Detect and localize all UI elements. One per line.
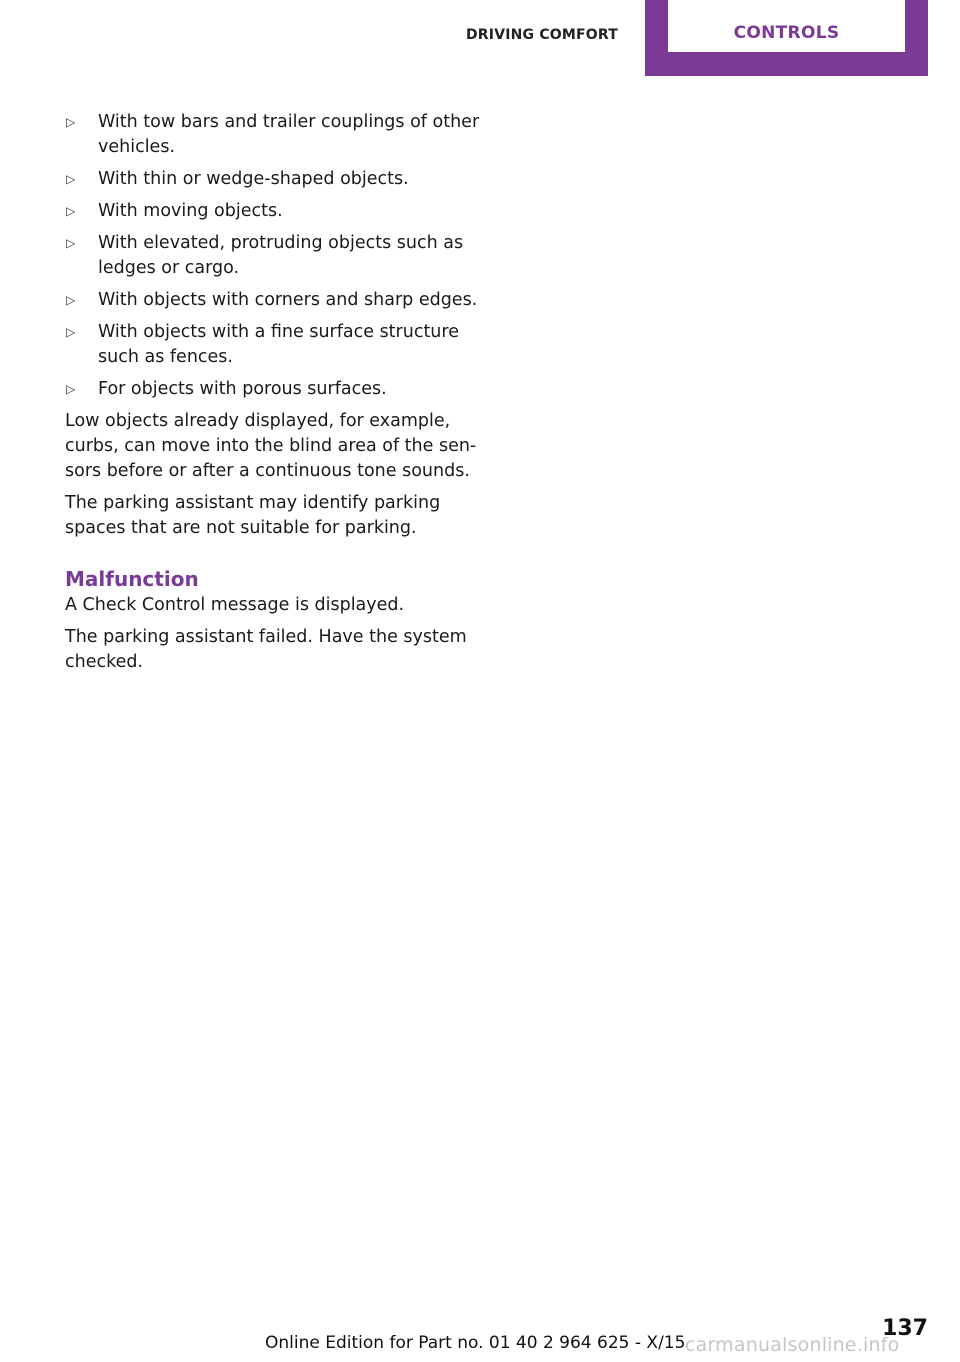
limitations-list xyxy=(65,110,485,402)
triangle-bullet-icon: ▷ xyxy=(66,382,76,396)
list-item-text: With thin or wedge-shaped objects. xyxy=(98,169,409,189)
paragraph-system-failed: The parking assistant failed. Have the system checked. xyxy=(65,627,467,672)
paragraph-parking-spaces: The parking assistant may identify parking spaces that are not suitable for parking. xyxy=(65,493,441,538)
section-heading-malfunction: Malfunction xyxy=(65,567,199,591)
triangle-bullet-icon: ▷ xyxy=(66,236,76,250)
edition-note: Online Edition for Part no. 01 40 2 964 625 - X/15 xyxy=(265,1333,686,1353)
page-number: 137 xyxy=(882,1316,928,1341)
main-content xyxy=(65,110,485,682)
list-item xyxy=(65,167,485,192)
list-item-text: With objects with a fine surface structure such as fences. xyxy=(98,322,459,367)
list-item xyxy=(65,199,485,224)
list-item xyxy=(65,110,485,160)
paragraph-check-control: A Check Control message is displayed. xyxy=(65,595,405,615)
header-chapter-tab xyxy=(645,0,928,76)
list-item-text: With objects with corners and sharp edges. xyxy=(98,290,478,310)
site-watermark: carmanualsonline.info xyxy=(685,1334,900,1356)
header-chapter-title: CONTROLS xyxy=(668,0,905,52)
list-item xyxy=(65,288,485,313)
list-item-text: With moving objects. xyxy=(98,201,283,221)
triangle-bullet-icon: ▷ xyxy=(66,293,76,307)
list-item xyxy=(65,377,485,402)
triangle-bullet-icon: ▷ xyxy=(66,325,76,339)
paragraph-low-objects: Low objects already displayed, for example, curbs, can move into the blind area of the sen‐sors before or after a continuous tone sounds. xyxy=(65,411,477,481)
list-item-text: With elevated, protruding objects such as ledges or cargo. xyxy=(98,233,464,278)
triangle-bullet-icon: ▷ xyxy=(66,115,76,129)
list-item xyxy=(65,231,485,281)
list-item xyxy=(65,320,485,370)
list-item-text: For objects with porous surfaces. xyxy=(98,379,387,399)
triangle-bullet-icon: ▷ xyxy=(66,204,76,218)
header-section-title: DRIVING COMFORT xyxy=(465,27,618,43)
list-item-text: With tow bars and trailer couplings of other vehicles. xyxy=(98,112,480,157)
triangle-bullet-icon: ▷ xyxy=(66,172,76,186)
